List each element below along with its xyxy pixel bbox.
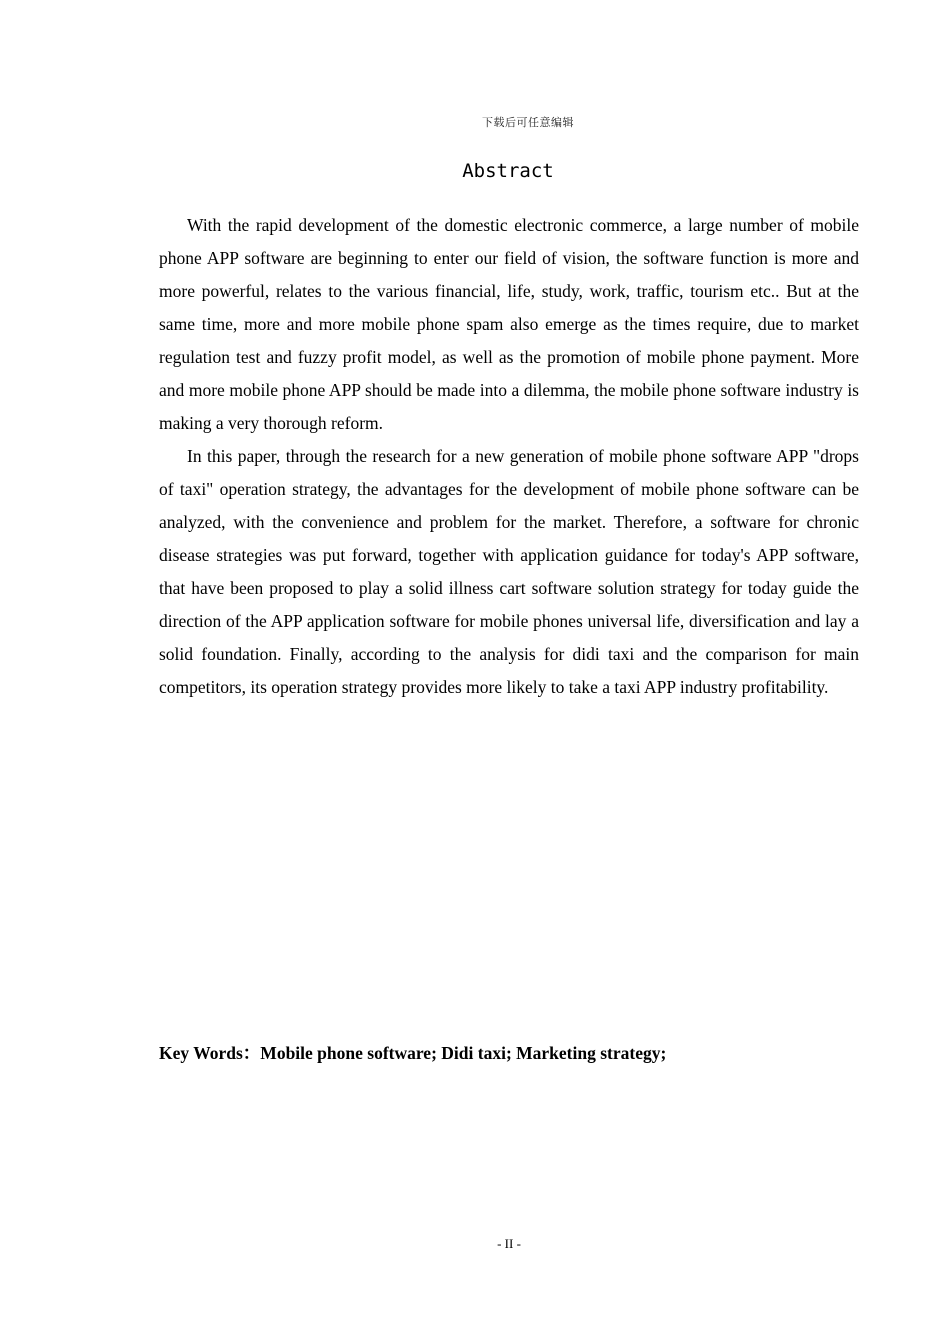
abstract-body: [159, 209, 859, 704]
abstract-paragraph-1: With the rapid development of the domestic electronic commerce, a large number of mobile phone APP software are beginning to enter our field of vision, the software function is more and more powerful, relates to the various financial, life, study, work, traffic, tourism etc.. But at the same time, more and more mobile phone spam also emerge as the times require, due to market regulation test and fuzzy profit model, as well as the promotion of mobile phone payment. More and more mobile phone APP should be made into a dilemma, the mobile phone software industry is making a very thorough reform.: [159, 215, 859, 433]
keywords-line: [159, 1040, 859, 1066]
page-title: Abstract: [462, 160, 554, 182]
keywords-label: Key Words：: [159, 1043, 261, 1063]
page-number: - II -: [497, 1236, 521, 1251]
header-note: 下载后可任意编辑: [482, 116, 574, 129]
keywords-value: Mobile phone software; Didi taxi; Marketing strategy;: [260, 1043, 667, 1063]
abstract-paragraph-2: In this paper, through the research for a new generation of mobile phone software APP "drops of taxi" operation strategy, the advantages for the development of mobile phone software can be analyzed, with the convenience and problem for the market. Therefore, a software for chronic disease strategies was put forward, together with application guidance for today's APP software, that have been proposed to play a solid illness cart software solution strategy for today guide the direction of the APP application software for mobile phones universal life, diversification and lay a solid foundation. Finally, according to the analysis for didi taxi and the comparison for main competitors, its operation strategy provides more likely to take a taxi APP industry profitability.: [159, 446, 859, 697]
